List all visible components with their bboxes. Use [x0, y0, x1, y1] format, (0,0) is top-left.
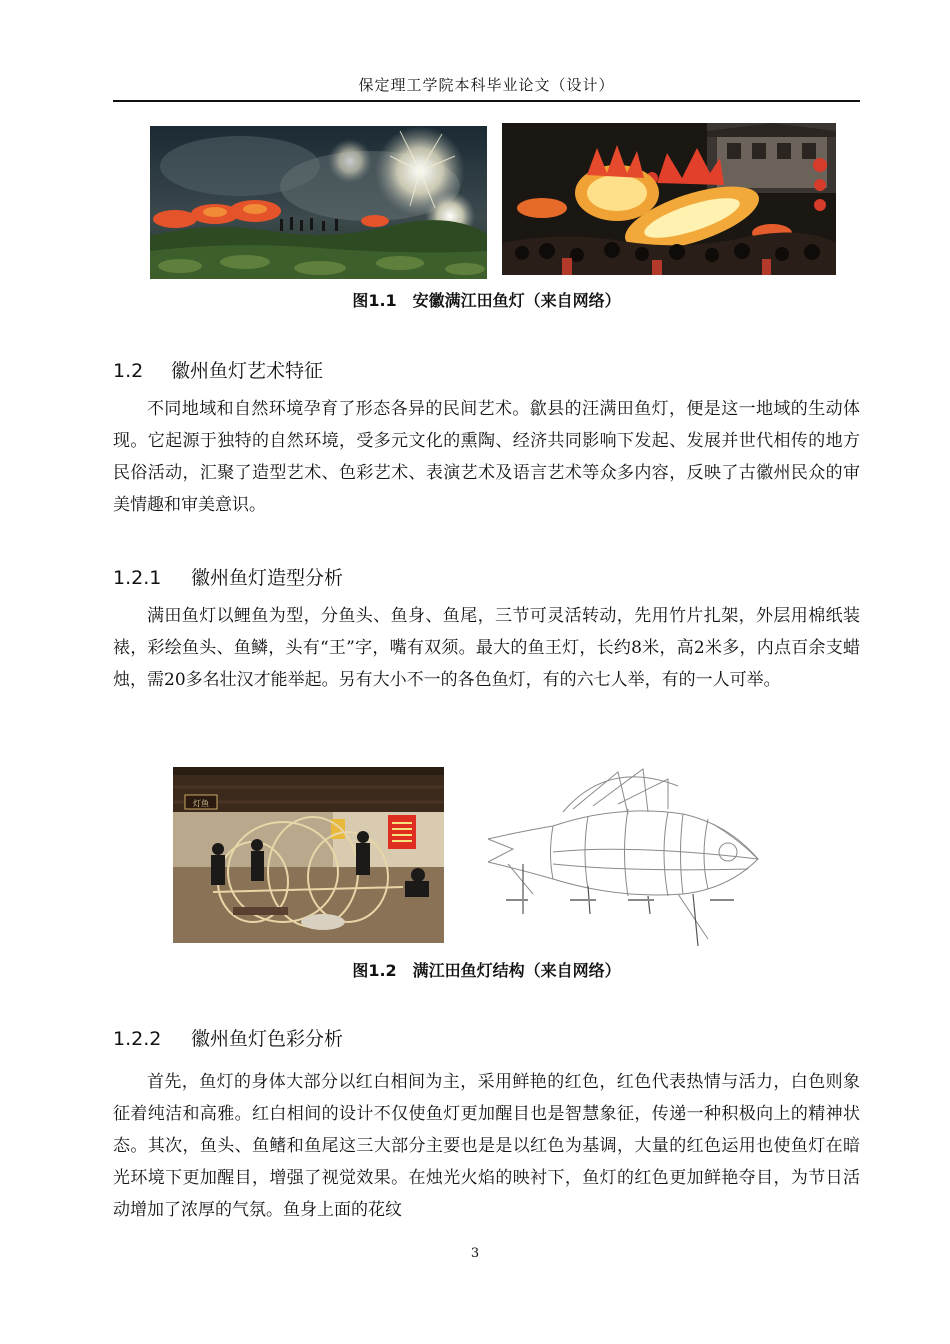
fish-lantern-wireframe-drawing: [478, 764, 768, 950]
section-number: 1.2.2: [113, 1028, 162, 1050]
figure-1-1-photo-left: [150, 126, 487, 279]
lantern-frame-workshop-photo: [173, 767, 444, 943]
paragraph-1-2-1: 满田鱼灯以鲤鱼为型，分鱼头、鱼身、鱼尾，三节可灵活转动，先用竹片扎架，外层用棉纸装裱，彩绘鱼头、鱼鳞，头有“王”字，嘴有双须。最大的鱼王灯，长约8米，高2米多，内点百余支蜡烛，需20多名壮汉才能举起。另有大小不一的各色鱼灯，有的六七人举，有的一人可举。: [113, 606, 860, 690]
section-number: 1.2: [113, 360, 144, 382]
section-title: 徽州鱼灯色彩分析: [191, 1028, 344, 1050]
paragraph-1-2: 不同地域和自然环境孕育了形态各异的民间艺术。歙县的汪满田鱼灯，便是这一地域的生动体现。它起源于独特的自然环境，受多元文化的熏陶、经济共同影响下发起、发展并世代相传的地方民俗活动，汇聚了造型艺术、色彩艺术、表演艺术及语言艺术等众多内容，反映了古徽州民众的审美情趣和审美意识。: [113, 399, 860, 515]
figure-1-1-caption: 图1.1 安徽满江田鱼灯（来自网络）: [352, 291, 621, 310]
figure-1-1-photo-right: [502, 123, 836, 275]
fish-lantern-parade-photo: [502, 123, 836, 275]
section-title: 徽州鱼灯艺术特征: [171, 360, 324, 382]
section-title: 徽州鱼灯造型分析: [191, 567, 344, 589]
figure-1-2-photo-workshop: [173, 767, 444, 943]
section-number: 1.2.1: [113, 567, 162, 589]
section-heading-1-2-1: [113, 563, 343, 590]
figure-1-2-structure-drawing: [478, 764, 768, 950]
figure-1-2-caption: 图1.2 满江田鱼灯结构（来自网络）: [352, 961, 621, 980]
section-heading-1-2-2: [113, 1024, 343, 1051]
paragraph-1-2-2: 首先，鱼灯的身体大部分以红白相间为主，采用鲜艳的红色，红色代表热情与活力，白色则象征着纯洁和高雅。红白相间的设计不仅使鱼灯更加醒目也是智慧象征，传递一种积极向上的精神状态。其次，鱼头、鱼鳍和鱼尾这三大部分主要也是是以红色为基调，大量的红色运用也使鱼灯在暗光环境下更加醒目，增强了视觉效果。在烛光火焰的映衬下，鱼灯的红色更加鲜艳夺目，为节日活动增加了浓厚的气氛。鱼身上面的花纹: [113, 1072, 860, 1220]
running-header: 保定理工学院本科毕业论文（设计）: [358, 76, 615, 94]
workshop-sign-text: 灯鱼: [193, 799, 209, 808]
fish-lantern-night-fireworks-photo: [150, 126, 487, 279]
header-rule: [113, 100, 860, 102]
section-heading-1-2: [113, 356, 323, 383]
page-number: 3: [470, 1246, 480, 1261]
